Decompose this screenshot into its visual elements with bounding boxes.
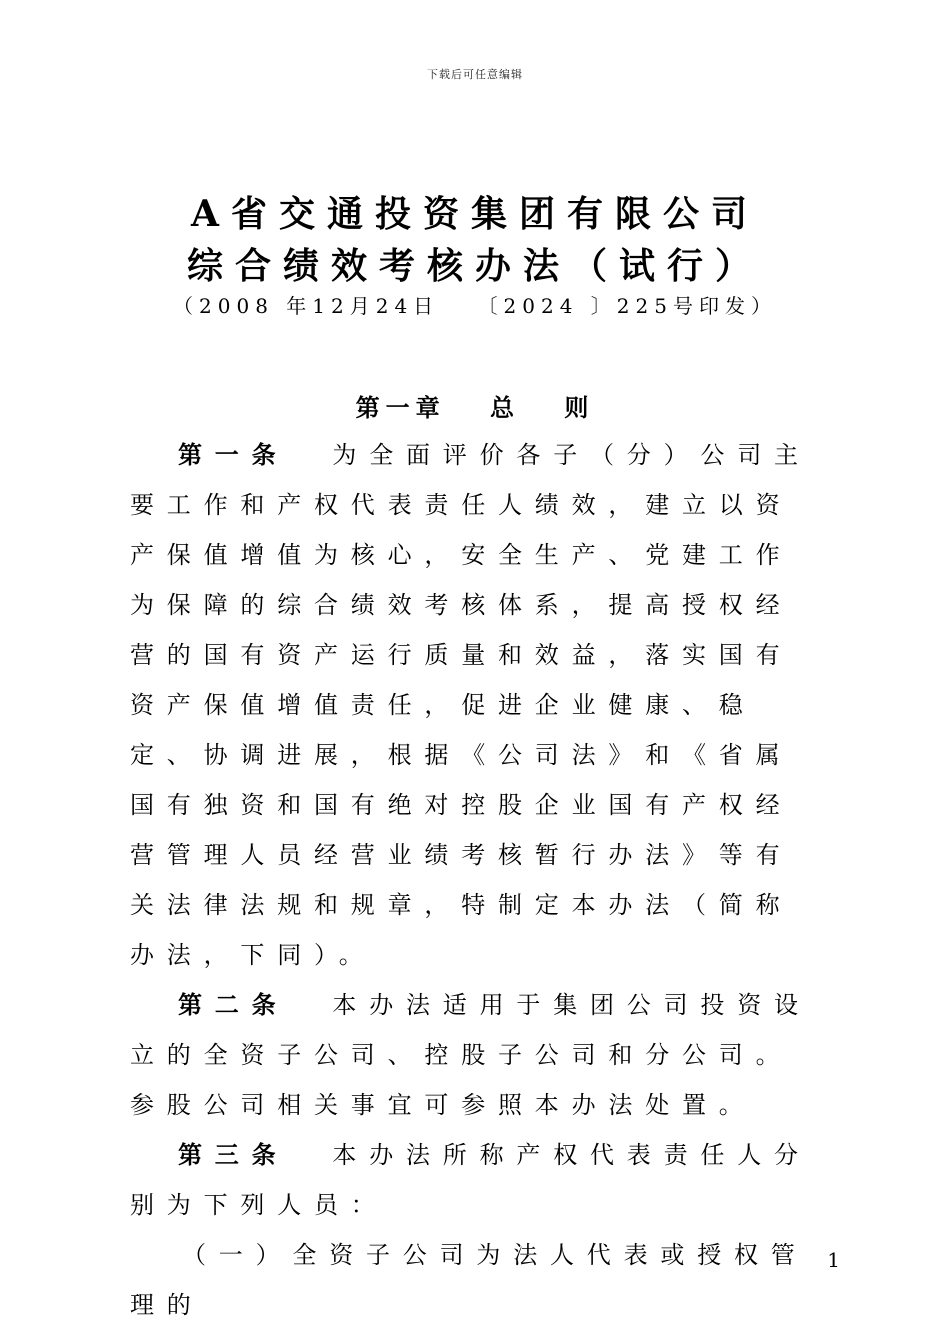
article-3 [130,1130,826,1230]
article-1-label: 第一条 [178,440,289,469]
article-1-text: 为全面评价各子（分）公司主要工作和产权代表责任人绩效，建立以资产保值增值为核心，安全生产、党建工作为保障的综合绩效考核体系，提高授权经营的国有资产运行质量和效益，落实国有资产保值增值责任，促进企业健康、稳定、协调进展，根据《公司法》和《省属国有独资和国有绝对控股企业国有产权经营管理人员经营业绩考核暂行办法》等有关法律法规和规章，特制定本办法（简称办法，下同）。 [130,441,811,969]
article-2-text: 本办法适用于集团公司投资设立的全资子公司、控股子公司和分公司。参股公司相关事宜可参照本办法处置。 [130,991,811,1119]
article-3-text: 本办法所称产权代表责任人分别为下列人员： [130,1141,811,1219]
article-2 [130,980,826,1130]
page-number: 1 [827,1248,840,1272]
document-title-line-2: 综合绩效考核办法（试行） [186,245,763,287]
chapter-heading: 第一章 总 则 [355,393,595,422]
article-3-item-1: （一）全资子公司为法人代表或授权管理的 [130,1241,808,1319]
document-body [130,430,826,1330]
issue-info-line: （2008 年12月24日 〔2024 〕225号印发） [173,294,777,318]
document-title-line-1: A省交通投资集团有限公司 [191,193,759,235]
article-2-label: 第二条 [178,990,289,1019]
article-3-label: 第三条 [178,1140,289,1169]
article-1 [130,430,826,980]
header-note: 下载后可任意编辑 [427,68,523,81]
